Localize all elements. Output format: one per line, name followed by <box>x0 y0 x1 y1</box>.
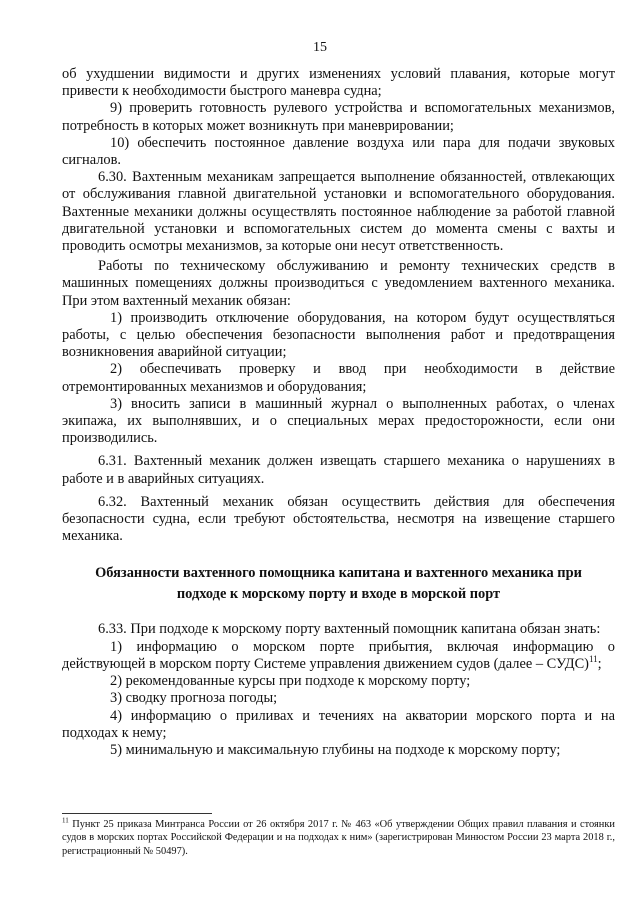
footnote-reference: 11 <box>588 654 598 665</box>
paragraph: 4) информацию о приливах и течениях на акватории морского порта и на подходах к нему; <box>62 707 615 741</box>
footnote-divider <box>62 813 212 814</box>
paragraph: 6.30. Вахтенным механикам запрещается выполнение обязанностей, отвлекающих от обслуживания главной двигательной установки и вспомогательного оборудования. Вахтенные механики должны осуществлять постоянное наблюдение за работой главной двигательной установки и вспомогательных систем до момента смены с вахты и проводить осмотры механизмов, за которые они несут ответственность. <box>62 169 615 255</box>
paragraph: 6.31. Вахтенный механик должен извещать старшего механика о нарушениях в работе и в аварийных ситуациях. <box>62 453 615 487</box>
paragraph <box>62 639 615 673</box>
paragraph: 3) вносить записи в машинный журнал о выполненных работах, о членах экипажа, их выполнявших, и о специальных мерах предосторожности, если они производились. <box>62 395 615 447</box>
paragraph: 2) обеспечивать проверку и ввод при необходимости в действие отремонтированных механизмов и оборудования; <box>62 361 615 395</box>
paragraph: Работы по техническому обслуживанию и ремонту технических средств в машинных помещениях должны производиться с уведомлением вахтенного механика. При этом вахтенный механик обязан: <box>62 258 615 309</box>
paragraph: 1) производить отключение оборудования, на котором будут осуществляться работы, с целью обеспечения безопасности выполнения работ и предотвращения возникновения аварийной ситуации; <box>62 309 615 361</box>
paragraph-text: 1) информацию о морском порте прибытия, включая информацию о действующей в морском порту Системе управления движением судов (далее – СУДС) <box>62 638 615 672</box>
paragraph: 6.33. При подходе к морскому порту вахтенный помощник капитана обязан знать: <box>98 621 601 638</box>
paragraph: 2) рекомендованные курсы при подходе к морскому порту; <box>110 673 471 690</box>
section-heading-line: подходе к морскому порту и входе в морской порт <box>176 586 501 603</box>
paragraph: 5) минимальную и максимальную глубины на подходе к морскому порту; <box>110 741 561 758</box>
footnote <box>62 818 615 858</box>
paragraph: 9) проверить готовность рулевого устройства и вспомогательных механизмов, потребность в которых может возникнуть при маневрировании; <box>62 100 615 134</box>
section-heading-line: Обязанности вахтенного помощника капитана и вахтенного механика при <box>95 565 582 582</box>
paragraph: 10) обеспечить постоянное давление воздуха или пара для подачи звуковых сигналов. <box>62 134 615 169</box>
document-body <box>62 66 615 759</box>
footnote-mark: 11 <box>62 816 69 825</box>
footnote-reference-tail: ; <box>597 655 602 672</box>
footnote-text: Пункт 25 приказа Минтранса России от 26 октября 2017 г. № 463 «Об утверждении Общих правил плавания и стоянки судов в морских портах Российской Федерации и на подходах к ним» (зарегистрирован Минюстом России 23 марта 2018 г., регистрационный № 50497). <box>62 819 615 857</box>
paragraph: 3) сводку прогноза погоды; <box>110 690 278 707</box>
paragraph: об ухудшении видимости и других изменениях условий плавания, которые могут привести к необходимости быстрого маневра судна; <box>62 66 615 100</box>
section-heading <box>62 563 615 605</box>
paragraph: 6.32. Вахтенный механик обязан осуществить действия для обеспечения безопасности судна, если требуют обстоятельства, несмотря на извещение старшего механика. <box>62 493 615 545</box>
page-number: 15 <box>313 40 327 55</box>
